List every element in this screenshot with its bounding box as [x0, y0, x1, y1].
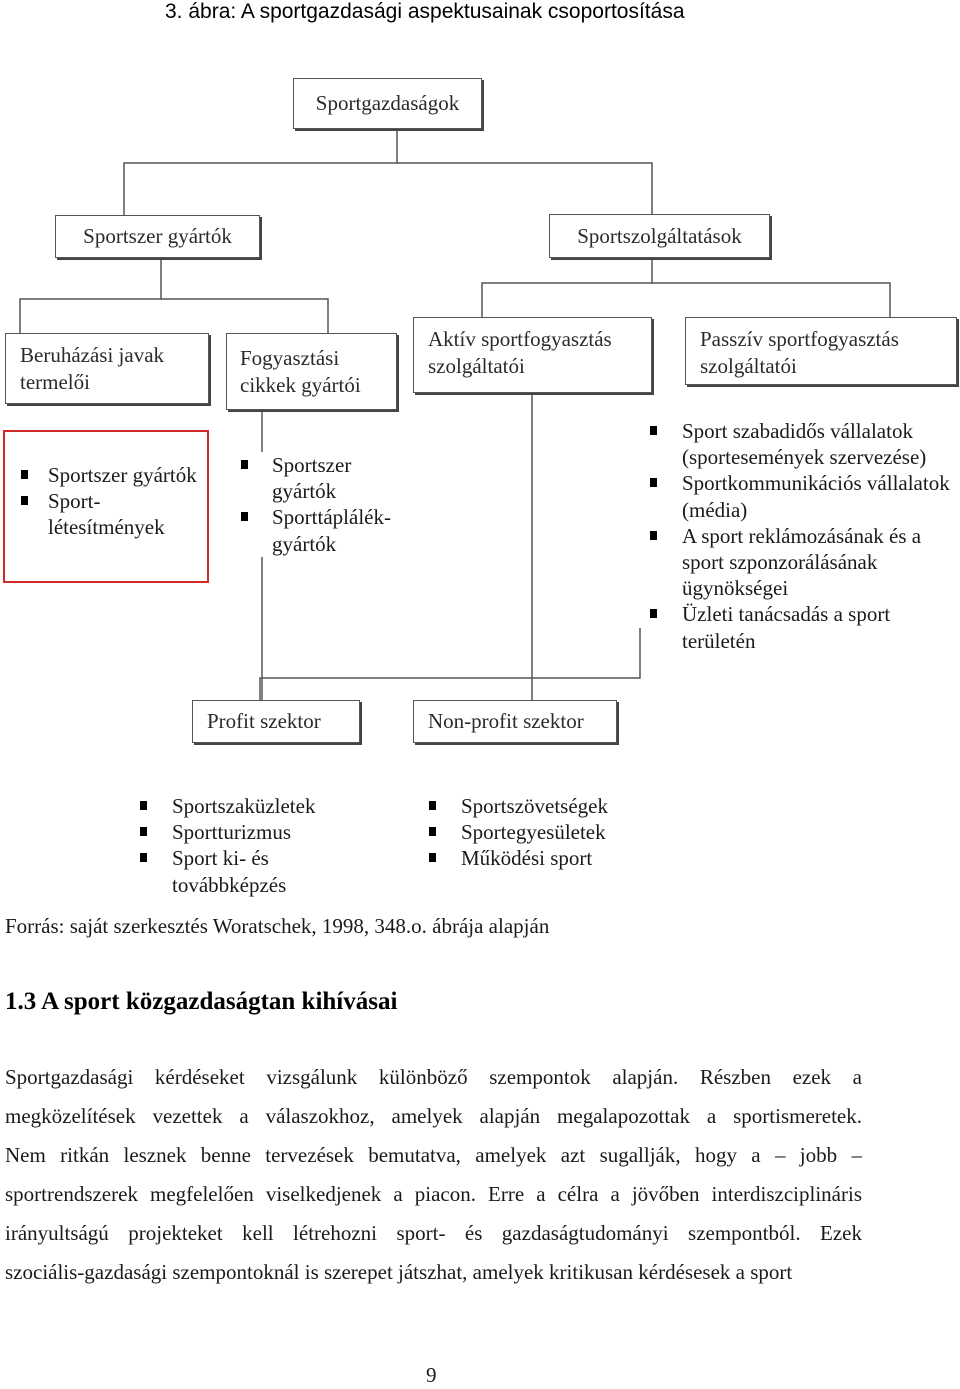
- list-item: Sport-létesítmények: [17, 488, 198, 540]
- list-item: Üzleti tanácsadás a sport területén: [646, 601, 951, 653]
- passive-consumption-line-1: Passzív sportfogyasztás: [700, 327, 899, 351]
- paragraph-line: Sportgazdasági kérdéseket vizsgálunk különböző szempontok alapján. Részben ezek a: [5, 1065, 862, 1089]
- paragraph-line: sportrendszerek megfelelően viselkedjenek a piacon. Erre a célra a jövőben interdiszciplináris: [5, 1182, 862, 1206]
- sport-services-box: [549, 214, 770, 258]
- nonprofit-sector-list: [425, 793, 665, 872]
- list-item: Sportszaküzletek: [136, 793, 356, 819]
- root-node-box: [293, 78, 482, 129]
- list-item: A sport reklámozásának és a sport szponzorálásának ügynökségei: [646, 523, 951, 602]
- profit-sector-list: [136, 793, 356, 898]
- passive-consumption-line-2: szolgáltatói: [700, 354, 797, 378]
- figure-title: 3. ábra: A sportgazdasági aspektusainak csoportosítása: [165, 0, 685, 23]
- list-item: Sportszer gyártók: [17, 462, 198, 488]
- consumer-goods-line-2: cikkek gyártói: [240, 372, 361, 397]
- list-item: Sportturizmus: [136, 819, 356, 845]
- consumer-goods-box: [226, 333, 397, 410]
- section-heading: 1.3 A sport közgazdaságtan kihívásai: [5, 988, 398, 1015]
- list-item: Működési sport: [425, 845, 665, 871]
- sport-equipment-makers-label: Sportszer gyártók: [83, 224, 232, 248]
- consumer-goods-line-1: Fogyasztási: [240, 345, 340, 370]
- paragraph-line: Nem ritkán lesznek benne tervezések bemutatva, amelyek azt sugallják, hogy a – jobb –: [5, 1143, 862, 1167]
- list-item: Sportszer gyártók: [237, 452, 407, 504]
- root-node-label: Sportgazdaságok: [315, 91, 460, 115]
- investment-goods-box: [5, 333, 209, 404]
- consumer-goods-list: [237, 452, 407, 557]
- nonprofit-sector-label: Non-profit szektor: [428, 709, 584, 733]
- profit-sector-label: Profit szektor: [207, 709, 321, 733]
- list-item: Sportszövetségek: [425, 793, 665, 819]
- investment-goods-line-2: termelői: [20, 369, 90, 394]
- investment-goods-list-box: [3, 430, 209, 583]
- list-item: Sporttáplálék-gyártók: [237, 504, 407, 556]
- paragraph-line: megközelítések vezettek a válaszokhoz, amelyek alapján megalapozottak a sportismeretek.: [5, 1104, 862, 1128]
- passive-consumption-box: [685, 317, 957, 385]
- investment-goods-line-1: Beruházási javak: [20, 342, 165, 367]
- active-consumption-line-2: szolgáltatói: [428, 354, 525, 378]
- paragraph-line: szociális-gazdasági szempontoknál is szerepet játszhat, amelyek kritikusan kérdésesek a sport: [5, 1260, 793, 1284]
- figure-source: Forrás: saját szerkesztés Woratschek, 1998, 348.o. ábrája alapján: [5, 914, 550, 938]
- sport-equipment-makers-box: [55, 215, 260, 258]
- sport-services-label: Sportszolgáltatások: [577, 223, 742, 248]
- investment-goods-list: [17, 462, 207, 541]
- passive-services-list: [646, 418, 951, 654]
- paragraph-line: irányultságú projekteket kell létrehozni sport- és gazdaságtudományi szempontból. Ezek: [5, 1221, 862, 1245]
- profit-sector-box: [192, 700, 360, 743]
- list-item: Sport ki- és továbbképzés: [136, 845, 356, 897]
- active-consumption-box: [413, 317, 652, 393]
- page-number: 9: [426, 1363, 437, 1387]
- nonprofit-sector-box: [413, 700, 617, 743]
- active-consumption-line-1: Aktív sportfogyasztás: [428, 327, 612, 351]
- body-paragraph: [5, 1058, 862, 1292]
- list-item: Sportegyesületek: [425, 819, 665, 845]
- list-item: Sport szabadidős vállalatok (sportesemények szervezése): [646, 418, 951, 470]
- list-item: Sportkommunikációs vállalatok (média): [646, 470, 951, 522]
